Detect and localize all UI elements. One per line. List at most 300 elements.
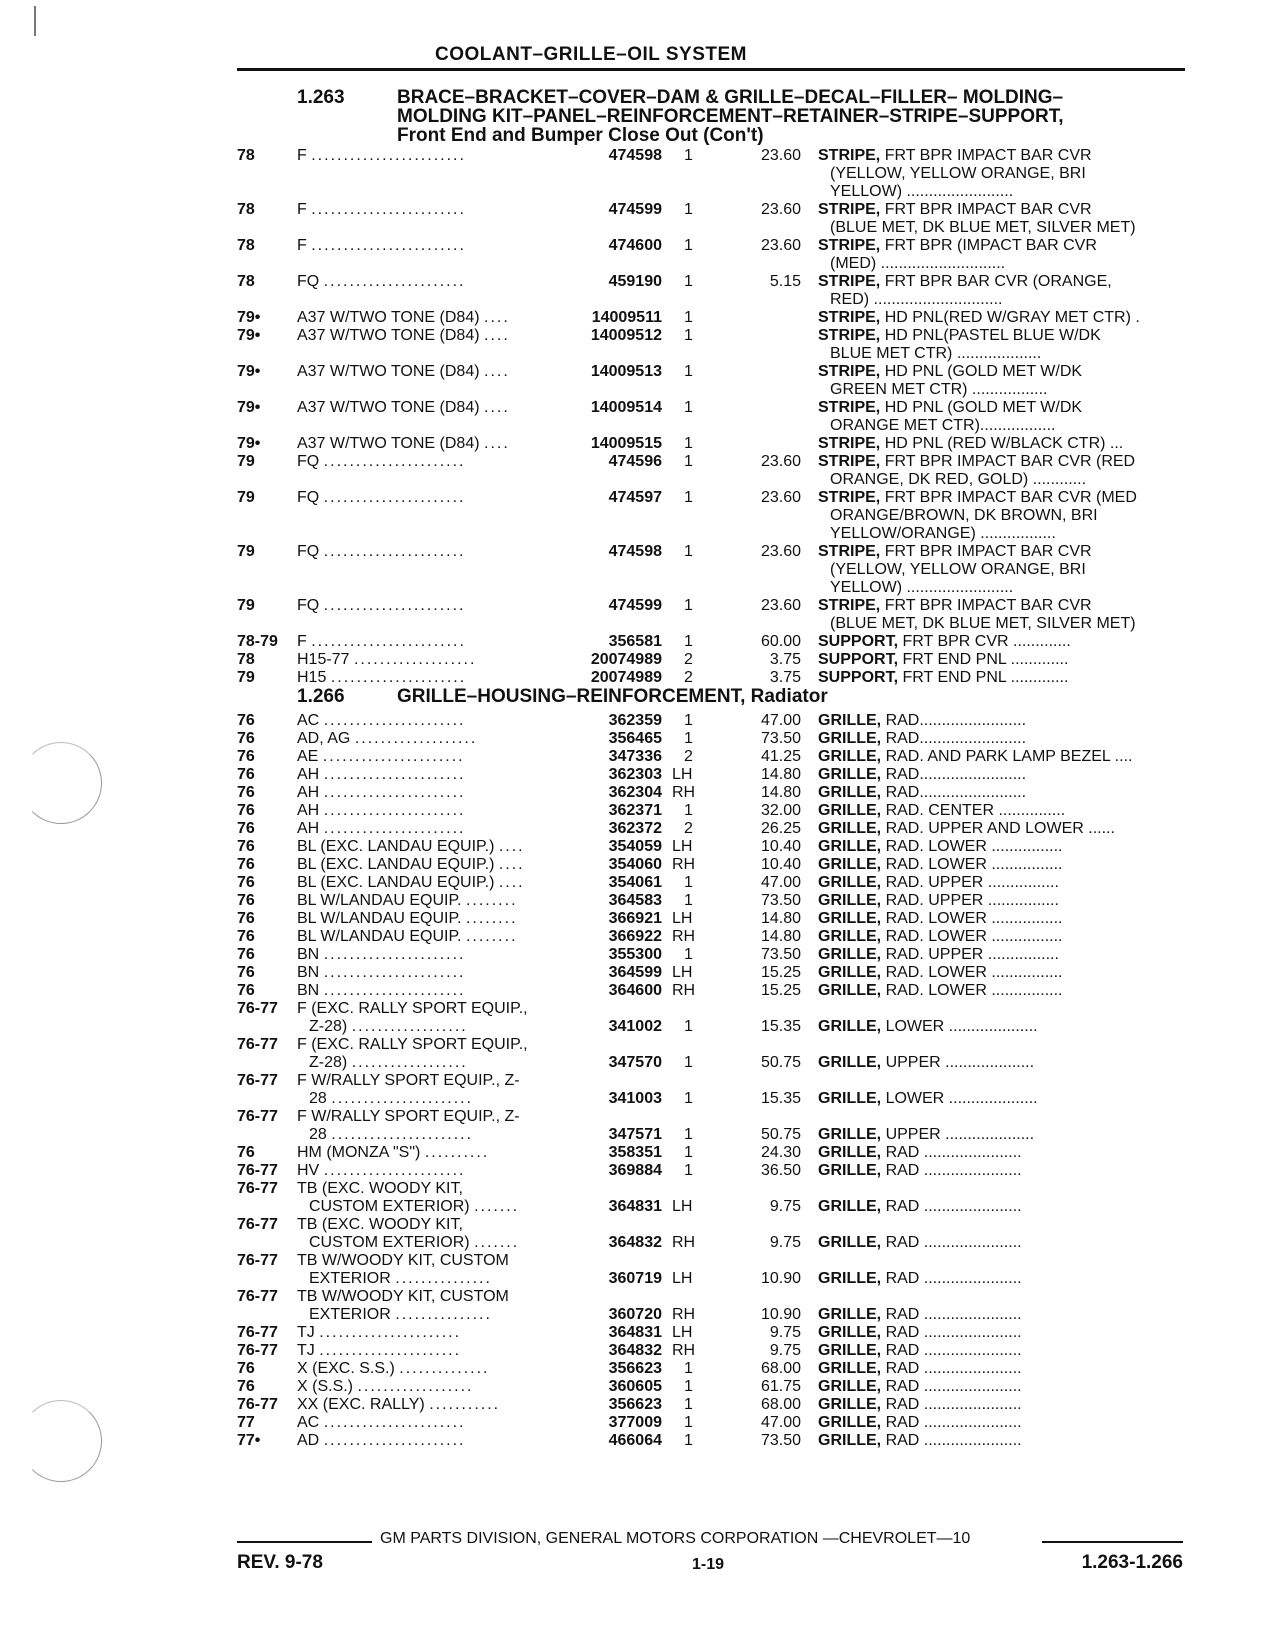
year-cell: 79• <box>237 435 261 452</box>
part-name: GRILLE, <box>818 748 882 765</box>
price-cell: 15.25 <box>760 964 801 981</box>
application-text: F <box>297 201 307 218</box>
quantity-cell: 1 <box>684 1090 693 1107</box>
part-name: GRILLE, <box>818 1396 882 1413</box>
description-cell <box>818 873 1184 892</box>
leader-dots: .................. <box>351 1018 468 1035</box>
part-number: 362303 <box>608 766 662 783</box>
table-row <box>0 765 1280 784</box>
application-cell <box>297 873 559 892</box>
application-cell <box>297 1269 571 1288</box>
application-cell <box>297 891 559 910</box>
leader-dots: ...................... <box>323 802 466 819</box>
price-cell: 23.60 <box>760 597 801 614</box>
description-text: FRT BPR (IMPACT BAR CVR <box>884 237 1097 254</box>
table-row <box>0 254 1280 273</box>
leader-dots: ..................... <box>330 669 467 686</box>
part-name: STRIPE, <box>818 309 881 326</box>
leader-dots: ........................ <box>311 633 466 650</box>
description-text: RAD........................ <box>885 712 1027 729</box>
table-row <box>0 729 1280 748</box>
part-name: GRILLE, <box>818 946 882 963</box>
application-text: 28 <box>309 1090 327 1107</box>
description-cell <box>818 729 1184 748</box>
application-cell <box>297 326 559 345</box>
description-cell <box>818 488 1184 507</box>
description-text: UPPER .................... <box>885 1126 1035 1143</box>
table-row <box>0 218 1280 237</box>
description-text: RAD ...................... <box>885 1306 1022 1323</box>
application-text: BL W/LANDAU EQUIP. <box>297 928 462 945</box>
year-cell: 76-77 <box>237 1036 278 1053</box>
quantity-cell: 1 <box>684 1396 693 1413</box>
application-text: AD, AG <box>297 730 351 747</box>
description-cell <box>818 434 1184 453</box>
section-title: COOLANT–GRILLE–OIL SYSTEM <box>435 44 747 65</box>
table-row <box>0 837 1280 856</box>
description-text: RAD ...................... <box>885 1432 1022 1449</box>
price-cell: 23.60 <box>760 543 801 560</box>
part-name: STRIPE, <box>818 453 881 470</box>
year-cell: 76 <box>237 820 255 837</box>
leader-dots: ........ <box>465 910 518 927</box>
leader-dots: ....... <box>474 1234 520 1251</box>
part-number: 362304 <box>608 784 662 801</box>
application-text: TB (EXC. WOODY KIT, <box>297 1216 463 1233</box>
quantity-cell: 1 <box>684 435 693 452</box>
part-number: 377009 <box>608 1414 662 1431</box>
description-text: (YELLOW, YELLOW ORANGE, BRI <box>830 165 1086 182</box>
year-cell: 79 <box>237 489 255 506</box>
part-number: 14009512 <box>590 327 662 344</box>
leader-dots: .... <box>484 327 510 344</box>
part-number: 356623 <box>608 1396 662 1413</box>
description-text: HD PNL(RED W/GRAY MET CTR) . <box>884 309 1140 326</box>
description-text: YELLOW) ........................ <box>830 183 1014 200</box>
application-text: TB (EXC. WOODY KIT, <box>297 1180 463 1197</box>
quantity-cell: RH <box>672 1342 696 1359</box>
quantity-cell: 1 <box>684 1126 693 1143</box>
part-number: 474596 <box>608 453 662 470</box>
quantity-cell: 1 <box>684 309 693 326</box>
table-row <box>0 1377 1280 1396</box>
table-row <box>0 783 1280 802</box>
application-cell <box>297 362 559 381</box>
table-row <box>0 362 1280 381</box>
description-text: RAD. LOWER ................ <box>885 856 1063 873</box>
description-cell <box>818 819 1184 838</box>
leader-dots: ...................... <box>323 1162 466 1179</box>
description-cell <box>818 344 1196 363</box>
part-number: 20074989 <box>590 669 662 686</box>
quantity-cell: 1 <box>684 201 693 218</box>
year-cell: 76 <box>237 928 255 945</box>
application-text: FQ <box>297 543 320 560</box>
description-cell <box>818 380 1196 399</box>
price-cell: 36.50 <box>760 1162 801 1179</box>
description-text: RAD........................ <box>885 766 1027 783</box>
application-cell <box>297 668 559 687</box>
footer-rule-right <box>1042 1541 1183 1543</box>
part-name: STRIPE, <box>818 597 881 614</box>
leader-dots: ................... <box>353 651 477 668</box>
price-cell: 3.75 <box>769 669 801 686</box>
description-text: RAD ...................... <box>885 1324 1022 1341</box>
application-cell <box>297 1053 571 1072</box>
leader-dots: .............. <box>399 1360 490 1377</box>
application-text: H15-77 <box>297 651 350 668</box>
table-row <box>0 578 1280 597</box>
year-cell: 76-77 <box>237 1252 278 1269</box>
application-text: TJ <box>297 1342 315 1359</box>
table-row <box>0 668 1280 687</box>
application-text: F W/RALLY SPORT EQUIP., Z- <box>297 1108 520 1125</box>
application-text: BL (EXC. LANDAU EQUIP.) <box>297 856 495 873</box>
description-cell <box>818 578 1196 597</box>
part-name: GRILLE, <box>818 838 882 855</box>
description-cell <box>818 1017 1184 1036</box>
year-cell: 76 <box>237 982 255 999</box>
leader-dots: ...................... <box>323 946 466 963</box>
year-cell: 76 <box>237 910 255 927</box>
table-row <box>0 488 1280 507</box>
part-number: 364832 <box>608 1342 662 1359</box>
group-heading-line: GRILLE–HOUSING–REINFORCEMENT, Radiator <box>397 686 828 707</box>
group-heading <box>397 687 1197 706</box>
price-cell: 73.50 <box>760 892 801 909</box>
table-row <box>0 981 1280 1000</box>
table-row <box>0 182 1280 201</box>
description-cell <box>818 596 1184 615</box>
quantity-cell: RH <box>672 856 696 873</box>
leader-dots: ........ <box>465 892 518 909</box>
table-row <box>0 236 1280 255</box>
description-text: RAD. UPPER ................ <box>885 874 1059 891</box>
price-cell: 50.75 <box>760 1126 801 1143</box>
year-cell: 78 <box>237 147 255 164</box>
description-text: FRT BPR BAR CVR (ORANGE, <box>884 273 1112 290</box>
table-row <box>0 596 1280 615</box>
application-text: 28 <box>309 1126 327 1143</box>
application-cell <box>297 927 559 946</box>
price-cell: 14.80 <box>760 766 801 783</box>
description-text: ORANGE/BROWN, DK BROWN, BRI <box>830 507 1098 524</box>
application-cell <box>297 596 559 615</box>
description-cell <box>818 632 1184 651</box>
leader-dots: ...................... <box>323 489 466 506</box>
description-text: RAD ...................... <box>885 1198 1022 1215</box>
part-name: GRILLE, <box>818 1432 882 1449</box>
application-cell <box>297 308 559 327</box>
quantity-cell: 1 <box>684 597 693 614</box>
price-cell: 23.60 <box>760 453 801 470</box>
table-row <box>0 290 1280 309</box>
price-cell: 68.00 <box>760 1360 801 1377</box>
price-cell: 23.60 <box>760 237 801 254</box>
application-text: HM (MONZA "S") <box>297 1144 421 1161</box>
part-name: GRILLE, <box>818 766 882 783</box>
description-cell <box>818 542 1184 561</box>
quantity-cell: 1 <box>684 712 693 729</box>
application-cell <box>297 1395 559 1414</box>
table-row <box>0 1215 1280 1234</box>
part-name: GRILLE, <box>818 1306 882 1323</box>
description-text: RAD. LOWER ................ <box>885 910 1063 927</box>
year-cell: 76 <box>237 892 255 909</box>
table-row <box>0 506 1280 525</box>
leader-dots: ........................ <box>311 147 466 164</box>
table-row <box>0 747 1280 766</box>
price-cell: 60.00 <box>760 633 801 650</box>
part-number: 14009514 <box>590 399 662 416</box>
footer-rule-left <box>237 1541 372 1543</box>
year-cell: 76 <box>237 856 255 873</box>
leader-dots: ...................... <box>323 543 466 560</box>
application-cell <box>297 1377 559 1396</box>
quantity-cell: RH <box>672 784 696 801</box>
quantity-cell: 1 <box>684 237 693 254</box>
description-text: RAD ...................... <box>885 1270 1022 1287</box>
quantity-cell: RH <box>672 982 696 999</box>
quantity-cell: 1 <box>684 1360 693 1377</box>
table-row <box>0 1071 1280 1090</box>
part-number: 366922 <box>608 928 662 945</box>
part-number: 354060 <box>608 856 662 873</box>
quantity-cell: 2 <box>684 651 693 668</box>
description-text: RAD ...................... <box>885 1360 1022 1377</box>
description-cell <box>818 416 1196 435</box>
part-number: 356465 <box>608 730 662 747</box>
year-cell: 76-77 <box>237 1162 278 1179</box>
part-number: 466064 <box>608 1432 662 1449</box>
margin-mark <box>34 6 36 36</box>
application-text: BL (EXC. LANDAU EQUIP.) <box>297 838 495 855</box>
application-cell <box>297 1071 559 1090</box>
part-name: GRILLE, <box>818 1234 882 1251</box>
leader-dots: ........ <box>465 928 518 945</box>
application-cell <box>297 945 559 964</box>
price-cell: 10.90 <box>760 1270 801 1287</box>
application-text: Z-28) <box>309 1018 348 1035</box>
price-cell: 23.60 <box>760 201 801 218</box>
table-row <box>0 632 1280 651</box>
description-cell <box>818 981 1184 1000</box>
description-text: RAD........................ <box>885 784 1027 801</box>
description-text: RED) ............................. <box>830 291 1003 308</box>
part-name: GRILLE, <box>818 712 882 729</box>
description-cell <box>818 963 1184 982</box>
table-row <box>0 1107 1280 1126</box>
table-row <box>0 1197 1280 1216</box>
quantity-cell: 1 <box>684 453 693 470</box>
application-text: BL (EXC. LANDAU EQUIP.) <box>297 874 495 891</box>
table-row <box>0 470 1280 489</box>
table-row <box>0 711 1280 730</box>
year-cell: 79 <box>237 543 255 560</box>
description-cell <box>818 1161 1184 1180</box>
application-text: AH <box>297 766 320 783</box>
year-cell: 76 <box>237 874 255 891</box>
part-number: 366921 <box>608 910 662 927</box>
application-text: TJ <box>297 1324 315 1341</box>
description-cell <box>818 1305 1184 1324</box>
part-number: 354061 <box>608 874 662 891</box>
year-cell: 79• <box>237 309 261 326</box>
application-text: AE <box>297 748 319 765</box>
application-text: A37 W/TWO TONE (D84) <box>297 399 480 416</box>
table-row <box>0 801 1280 820</box>
description-text: RAD ...................... <box>885 1342 1022 1359</box>
year-cell: 78-79 <box>237 633 278 650</box>
part-number: 347336 <box>608 748 662 765</box>
application-text: FQ <box>297 273 320 290</box>
part-name: GRILLE, <box>818 1126 882 1143</box>
leader-dots: .... <box>484 399 510 416</box>
year-cell: 76 <box>237 748 255 765</box>
description-text: RAD ...................... <box>885 1144 1022 1161</box>
table-row <box>0 344 1280 363</box>
price-cell: 9.75 <box>769 1342 801 1359</box>
description-text: RAD ...................... <box>885 1378 1022 1395</box>
description-cell <box>818 524 1196 543</box>
quantity-cell: 1 <box>684 1162 693 1179</box>
table-row <box>0 1431 1280 1450</box>
price-cell: 15.35 <box>760 1018 801 1035</box>
table-row <box>0 999 1280 1018</box>
part-name: GRILLE, <box>818 820 882 837</box>
leader-dots: ....... <box>474 1198 520 1215</box>
application-cell <box>297 1197 571 1216</box>
application-cell <box>297 1323 559 1342</box>
part-number: 364831 <box>608 1198 662 1215</box>
price-cell: 61.75 <box>760 1378 801 1395</box>
part-name: GRILLE, <box>818 1324 882 1341</box>
part-name: GRILLE, <box>818 730 882 747</box>
application-text: F (EXC. RALLY SPORT EQUIP., <box>297 1036 528 1053</box>
leader-dots: ...................... <box>323 766 466 783</box>
group-number: 1.263 <box>297 87 345 108</box>
application-text: FQ <box>297 489 320 506</box>
quantity-cell: LH <box>672 1324 693 1341</box>
year-cell: 77• <box>237 1432 261 1449</box>
application-text: BL W/LANDAU EQUIP. <box>297 910 462 927</box>
table-row <box>0 524 1280 543</box>
table-row <box>0 1395 1280 1414</box>
application-cell <box>297 765 559 784</box>
description-text: RAD. UPPER AND LOWER ...... <box>885 820 1115 837</box>
description-cell <box>818 290 1196 309</box>
description-text: RAD. UPPER ................ <box>885 892 1059 909</box>
leader-dots: .......... <box>424 1144 490 1161</box>
description-text: RAD. LOWER ................ <box>885 928 1063 945</box>
description-cell <box>818 1053 1184 1072</box>
description-text: RAD. AND PARK LAMP BEZEL .... <box>885 748 1133 765</box>
part-number: 341003 <box>608 1090 662 1107</box>
description-cell <box>818 1143 1184 1162</box>
table-row <box>0 452 1280 471</box>
quantity-cell: LH <box>672 838 693 855</box>
application-cell <box>297 1179 559 1198</box>
part-number: 356623 <box>608 1360 662 1377</box>
leader-dots: .... <box>484 363 510 380</box>
leader-dots: .................. <box>351 1054 468 1071</box>
quantity-cell: 1 <box>684 1144 693 1161</box>
application-text: F <box>297 237 307 254</box>
quantity-cell: RH <box>672 1234 696 1251</box>
leader-dots: ...................... <box>319 1324 462 1341</box>
part-number: 364600 <box>608 982 662 999</box>
leader-dots: .... <box>484 309 510 326</box>
application-cell <box>297 963 559 982</box>
description-cell <box>818 560 1196 579</box>
part-name: GRILLE, <box>818 982 882 999</box>
table-row <box>0 434 1280 453</box>
leader-dots: .................. <box>357 1378 474 1395</box>
application-text: AH <box>297 820 320 837</box>
quantity-cell: 1 <box>684 892 693 909</box>
part-name: GRILLE, <box>818 802 882 819</box>
quantity-cell: 1 <box>684 363 693 380</box>
application-cell <box>297 999 559 1018</box>
application-cell <box>297 1089 571 1108</box>
price-cell: 23.60 <box>760 489 801 506</box>
part-number: 474597 <box>608 489 662 506</box>
description-text: ORANGE, DK RED, GOLD) ............ <box>830 471 1087 488</box>
publisher-line: GM PARTS DIVISION, GENERAL MOTORS CORPORATION —CHEVROLET—10 <box>380 1530 971 1547</box>
application-text: TB W/WOODY KIT, CUSTOM <box>297 1252 509 1269</box>
part-name: GRILLE, <box>818 1342 882 1359</box>
year-cell: 79• <box>237 399 261 416</box>
year-cell: 79 <box>237 669 255 686</box>
description-cell <box>818 855 1184 874</box>
price-cell: 73.50 <box>760 946 801 963</box>
quantity-cell: 1 <box>684 543 693 560</box>
year-cell: 76 <box>237 1378 255 1395</box>
part-number: 362359 <box>608 712 662 729</box>
leader-dots: ...................... <box>331 1090 474 1107</box>
description-text: FRT BPR IMPACT BAR CVR <box>884 201 1092 218</box>
quantity-cell: 1 <box>684 273 693 290</box>
quantity-cell: 1 <box>684 874 693 891</box>
part-name: GRILLE, <box>818 784 882 801</box>
description-text: RAD. LOWER ................ <box>885 982 1063 999</box>
application-text: CUSTOM EXTERIOR) <box>309 1198 470 1215</box>
application-text: A37 W/TWO TONE (D84) <box>297 435 480 452</box>
part-name: GRILLE, <box>818 1054 882 1071</box>
description-text: LOWER .................... <box>885 1018 1038 1035</box>
description-cell <box>818 452 1184 471</box>
description-text: LOWER .................... <box>885 1090 1038 1107</box>
year-cell: 76-77 <box>237 1288 278 1305</box>
price-cell: 73.50 <box>760 730 801 747</box>
price-cell: 68.00 <box>760 1396 801 1413</box>
part-name: STRIPE, <box>818 201 881 218</box>
price-cell: 10.40 <box>760 856 801 873</box>
description-text: YELLOW) ........................ <box>830 579 1014 596</box>
year-cell: 76 <box>237 766 255 783</box>
part-number: 474598 <box>608 147 662 164</box>
quantity-cell: 2 <box>684 748 693 765</box>
part-name: GRILLE, <box>818 892 882 909</box>
application-cell <box>297 434 559 453</box>
part-number: 360719 <box>608 1270 662 1287</box>
description-cell <box>818 891 1184 910</box>
year-cell: 76 <box>237 838 255 855</box>
application-cell <box>297 1017 571 1036</box>
application-text: Z-28) <box>309 1054 348 1071</box>
table-row <box>0 1053 1280 1072</box>
leader-dots: ........... <box>429 1396 501 1413</box>
